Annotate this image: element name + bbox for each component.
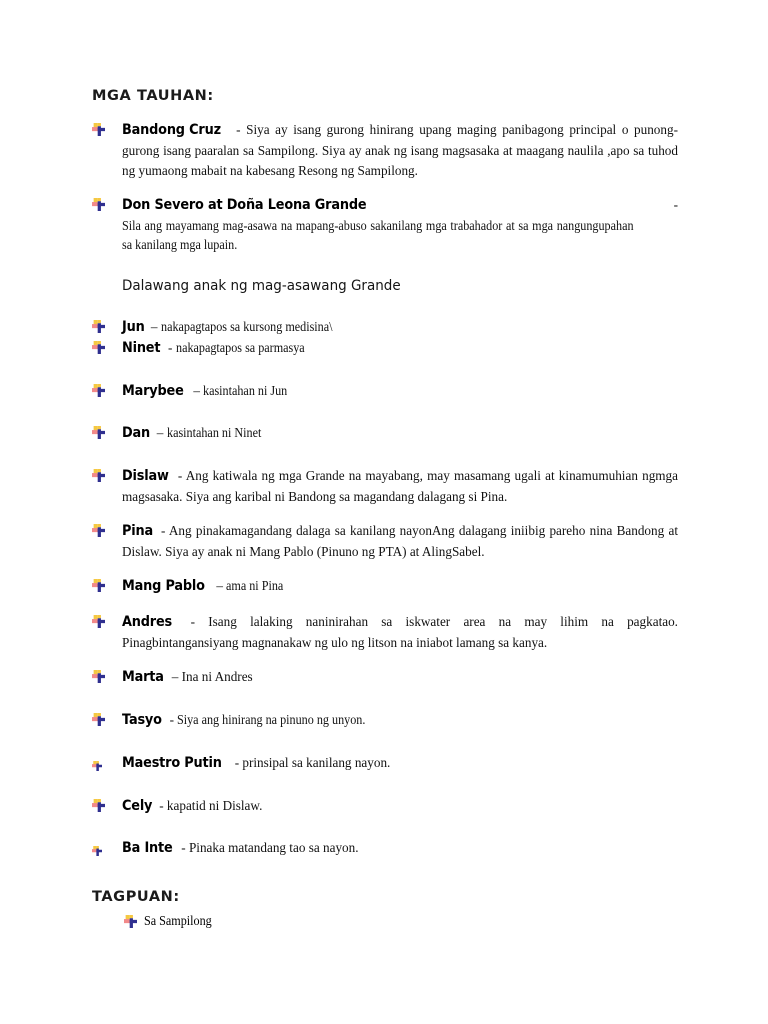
wingdings-color-cross-bullet-icon bbox=[92, 758, 102, 768]
character-description: Isang lalaking naninirahan sa iskwater area na may lihim na pagkatao. Pinagbintangansiyang magnanakaw ng ulo ng litson na iniabot lamang sa kanya. bbox=[122, 614, 678, 650]
list-item-text bbox=[122, 381, 678, 402]
wingdings-color-cross-bullet-icon bbox=[92, 670, 105, 683]
separator: - bbox=[173, 467, 186, 483]
spacer bbox=[92, 401, 678, 423]
wingdings-color-cross-bullet-icon bbox=[92, 123, 105, 136]
character-description: prinsipal sa kanilang nayon. bbox=[242, 754, 391, 770]
character-name: Ba Inte bbox=[122, 840, 173, 857]
character-description: nakapagtapos sa parmasya bbox=[175, 339, 305, 355]
spacer bbox=[92, 561, 678, 576]
character-name: Jun bbox=[122, 319, 145, 336]
wingdings-color-cross-bullet-icon bbox=[92, 384, 105, 397]
spacer bbox=[92, 597, 678, 612]
list-item bbox=[92, 667, 678, 688]
wingdings-color-cross-bullet-icon bbox=[124, 915, 137, 928]
separator: - bbox=[231, 754, 243, 770]
list-item-text bbox=[122, 796, 678, 817]
list-item-text bbox=[122, 576, 678, 597]
list-item bbox=[92, 576, 678, 597]
list-item-text bbox=[122, 667, 678, 688]
separator: – bbox=[168, 669, 182, 685]
list-item bbox=[92, 753, 678, 774]
list-item-text bbox=[122, 466, 678, 506]
character-description: Ang katiwala ng mga Grande na mayabang, may masamang ugali at kinamumuhian ngmga magsasaka. Siya ang karibal ni Bandong sa magandang dalagang si Pina. bbox=[122, 467, 678, 504]
spacer bbox=[92, 731, 678, 753]
character-name: Mang Pablo bbox=[122, 578, 205, 595]
section-heading-tagpuan: TAGPUAN: bbox=[92, 889, 180, 906]
spacer bbox=[92, 255, 678, 277]
separator: - bbox=[164, 339, 176, 355]
character-description: Siya ang hinirang na pinuno ng unyon. bbox=[177, 712, 366, 728]
page-title: MGA TAUHAN: bbox=[92, 88, 214, 104]
character-name: Tasyo bbox=[122, 712, 162, 729]
wingdings-color-cross-bullet-icon bbox=[92, 579, 105, 592]
character-name: Don Severo at Doña Leona Grande bbox=[122, 197, 367, 214]
character-description: Sila ang mayamang mag-asawa na mapang-abuso sakanilang mga trabahador at sa mga nangungupahan sa kanilang mga lupain. bbox=[122, 217, 634, 253]
list-item-text bbox=[122, 838, 678, 859]
wingdings-color-cross-bullet-icon bbox=[92, 524, 105, 537]
list-item bbox=[92, 317, 678, 338]
list-item bbox=[92, 612, 678, 652]
list-item-text bbox=[122, 317, 678, 338]
list-item-label: Sa Sampilong bbox=[144, 913, 212, 929]
wingdings-color-cross-bullet-icon bbox=[92, 713, 105, 726]
character-description: nakapagtapos sa kursong medisina\ bbox=[160, 319, 333, 335]
list-item bbox=[92, 710, 678, 731]
separator: – bbox=[213, 578, 227, 594]
character-name: Bandong Cruz bbox=[122, 122, 221, 139]
list-item-text bbox=[122, 612, 678, 652]
character-name: Dislaw bbox=[122, 467, 169, 484]
spacer bbox=[92, 180, 678, 195]
character-name: Marybee bbox=[122, 382, 184, 399]
character-name: Ninet bbox=[122, 339, 161, 356]
wingdings-color-cross-bullet-icon bbox=[92, 799, 105, 812]
character-name: Andres bbox=[122, 614, 173, 631]
list-item-text bbox=[122, 338, 678, 359]
character-name: Dan bbox=[122, 425, 151, 442]
wingdings-color-cross-bullet-icon bbox=[92, 843, 102, 853]
separator: – bbox=[190, 382, 204, 398]
wingdings-color-cross-bullet-icon bbox=[92, 469, 105, 482]
separator: - bbox=[166, 712, 178, 728]
character-description: Pinaka matandang tao sa nayon. bbox=[188, 840, 359, 856]
spacer bbox=[92, 816, 678, 838]
character-description: kasintahan ni Jun bbox=[203, 382, 288, 398]
separator: - bbox=[177, 614, 209, 630]
separator: - bbox=[177, 840, 189, 856]
list-item bbox=[92, 195, 678, 255]
wingdings-color-cross-bullet-icon bbox=[92, 320, 105, 333]
spacer bbox=[92, 359, 678, 381]
list-item bbox=[92, 521, 678, 561]
list-item-text bbox=[122, 521, 678, 561]
list-item bbox=[92, 381, 678, 402]
character-name: Pina bbox=[122, 523, 153, 540]
wingdings-color-cross-bullet-icon bbox=[92, 341, 105, 354]
spacer bbox=[92, 688, 678, 710]
wingdings-color-cross-bullet-icon bbox=[92, 426, 105, 439]
character-description: ama ni Pina bbox=[226, 578, 284, 594]
separator: - bbox=[156, 523, 169, 539]
character-description: Siya ay isang gurong hinirang upang maging panibagong principal o punong- gurong isang paaralan sa Sampilong. Siya ay anak ng isang magsasaka at maagang naulila ,apo sa tuhod ng yumaong mabait na kabesang Resong ng Sampilong. bbox=[122, 122, 678, 178]
spacer bbox=[92, 506, 678, 521]
wingdings-color-cross-bullet-icon bbox=[92, 198, 105, 211]
character-description: Ang pinakamagandang dalaga sa kanilang nayonAng dalagang iniibig pareho nina Bandong at Dislaw. Siya ay anak ni Mang Pablo (Pinuno ng PTA) at AlingSabel. bbox=[122, 523, 678, 559]
spacer bbox=[92, 295, 678, 317]
list-item bbox=[92, 120, 678, 180]
spacer bbox=[92, 774, 678, 796]
character-name: Cely bbox=[122, 797, 153, 814]
separator: - bbox=[388, 197, 678, 213]
separator: – bbox=[147, 319, 161, 335]
list-item-text bbox=[122, 753, 678, 774]
list-item bbox=[92, 838, 678, 859]
character-name: Marta bbox=[122, 669, 164, 686]
list-item bbox=[92, 796, 678, 817]
list-item bbox=[92, 338, 678, 359]
list-item-text bbox=[122, 195, 678, 255]
character-description: Ina ni Andres bbox=[181, 669, 253, 685]
list-item-text bbox=[122, 423, 678, 444]
separator: - bbox=[155, 797, 167, 813]
list-item-text bbox=[122, 120, 678, 180]
list-item bbox=[92, 912, 678, 930]
spacer bbox=[92, 444, 678, 466]
list-item bbox=[92, 423, 678, 444]
spacer bbox=[92, 652, 678, 667]
spacer bbox=[92, 859, 678, 889]
character-description: kasintahan ni Ninet bbox=[166, 425, 261, 441]
subsection-heading: Dalawang anak ng mag-asawang Grande bbox=[122, 277, 401, 294]
character-description: kapatid ni Dislaw. bbox=[166, 797, 263, 813]
subsection-heading-wrap bbox=[92, 277, 678, 295]
character-name: Maestro Putin bbox=[122, 754, 222, 771]
separator: – bbox=[153, 425, 167, 441]
separator: - bbox=[230, 122, 247, 138]
list-item-text bbox=[122, 710, 678, 731]
wingdings-color-cross-bullet-icon bbox=[92, 615, 105, 628]
spacer bbox=[92, 105, 678, 120]
list-item bbox=[92, 466, 678, 506]
